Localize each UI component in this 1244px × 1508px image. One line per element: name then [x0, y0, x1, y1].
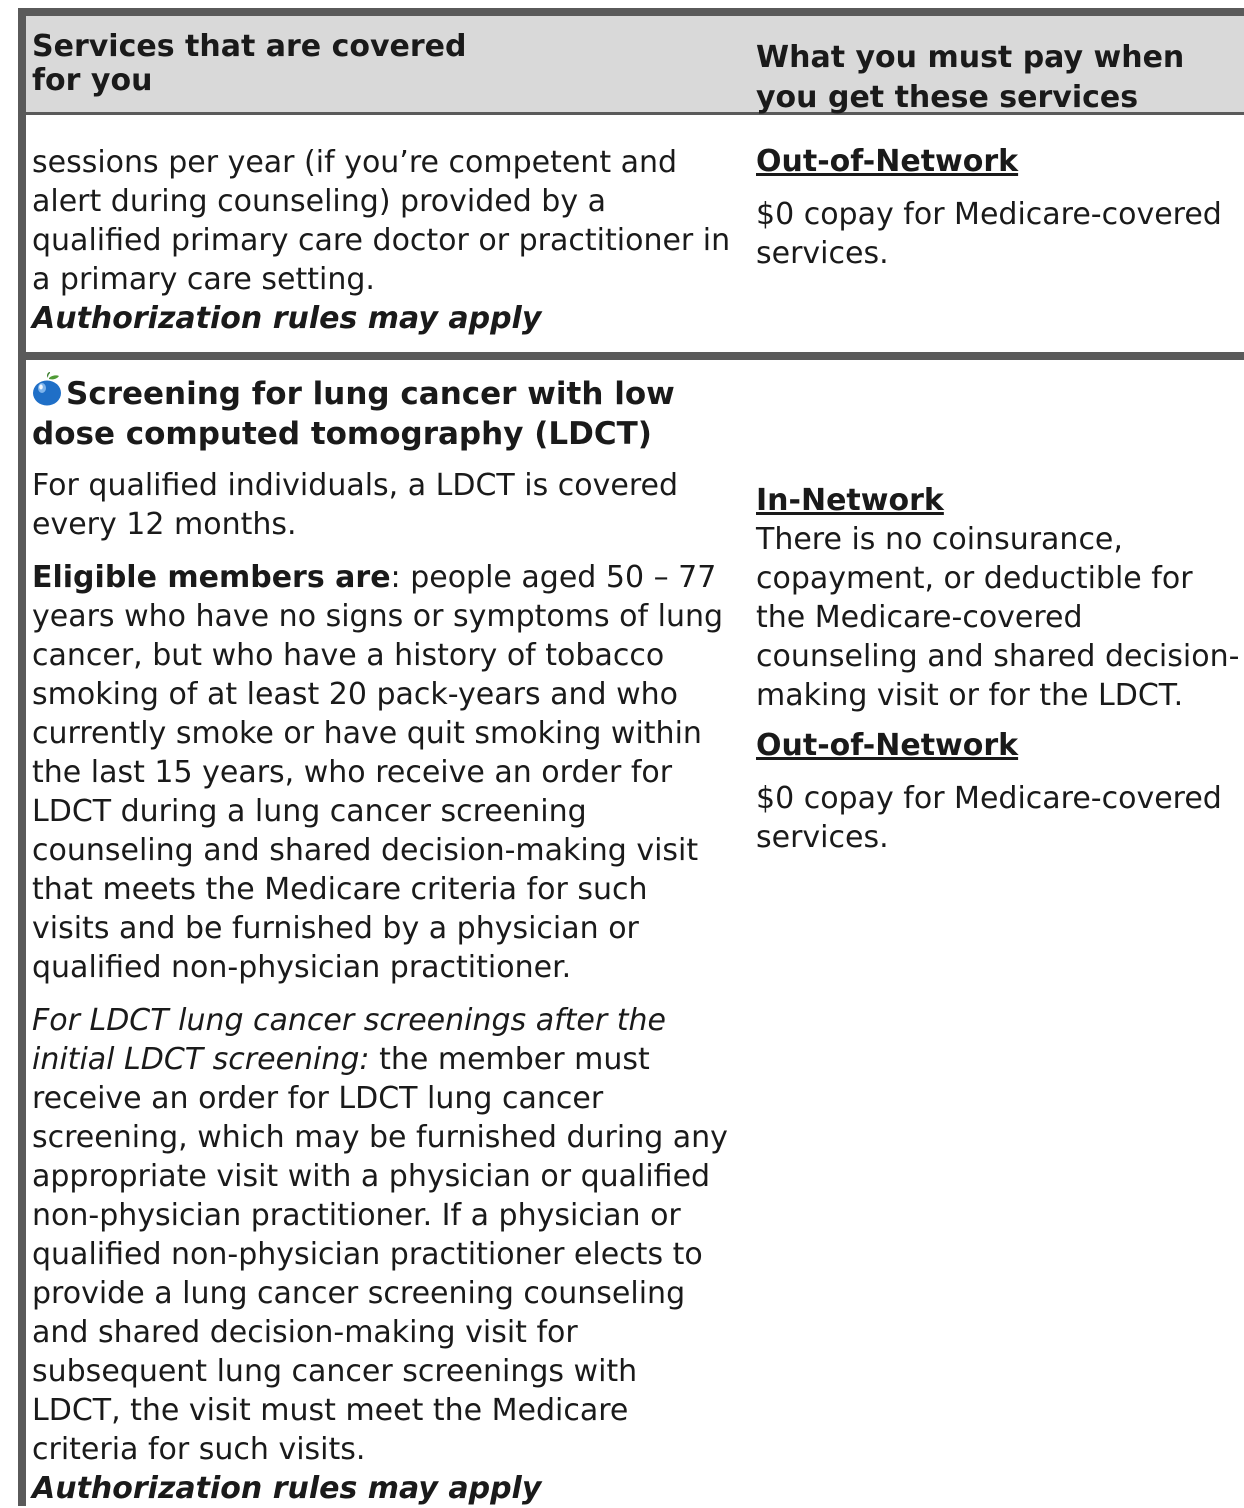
row1-description: sessions per year (if you’re competent and alert during counseling) provided by a qualified primary care doctor or practitioner in a primary care setting.	[32, 145, 731, 297]
benefits-table	[18, 8, 1244, 1506]
row1-services-cell	[32, 143, 732, 338]
eligibility-text: : people aged 50 – 77 years who have no signs or symptoms of lung cancer, but who have a history of tobacco smoking of at least 20 pack-years and who currently smoke or have quit smoking within the last 15 years, who receive an order for LDCT during a lung cancer screening counseling and shared decision-making visit that meets the Medicare criteria for such visits and be furnished by a physician or qualified non-physician practitioner.	[32, 560, 724, 985]
table-header	[26, 16, 1244, 115]
in-network-text: There is no coinsurance, copayment, or deductible for the Medicare-covered counseling and shared decision-making visit or for the LDCT.	[756, 522, 1240, 713]
row1-cost-cell	[756, 143, 1244, 273]
subsequent-screening-paragraph	[32, 1001, 732, 1469]
in-network-heading: In-Network	[756, 483, 944, 518]
header-services-covered: Services that are covered for you	[32, 29, 467, 98]
header-what-you-pay: What you must pay when you get these services	[756, 40, 1185, 115]
row2-services-cell	[32, 372, 732, 1508]
row-divider	[26, 352, 1244, 360]
row2-authorization-note: Authorization rules may apply	[32, 1471, 542, 1506]
out-of-network-text: $0 copay for Medicare-covered services.	[756, 781, 1222, 855]
row1-out-of-network-heading: Out-of-Network	[756, 144, 1019, 179]
service-title	[32, 372, 732, 454]
table-row	[26, 115, 1244, 352]
eligibility-paragraph	[32, 558, 732, 987]
service-title-text: Screening for lung cancer with low dose computed tomography (LDCT)	[32, 376, 675, 452]
row2-cost-cell	[756, 482, 1244, 857]
coverage-frequency: For qualified individuals, a LDCT is covered every 12 months.	[32, 468, 679, 542]
apple-icon	[32, 372, 62, 406]
row1-authorization-note: Authorization rules may apply	[32, 301, 542, 336]
subsequent-screening-text: the member must receive an order for LDCT lung cancer screening, which may be furnished during any appropriate visit with a physician or qualified non-physician practitioner. If a physician or qualified non-physician practitioner elects to provide a lung cancer screening counseling and shared decision-making visit for subsequent lung cancer screenings with LDCT, the visit must meet the Medicare criteria for such visits.	[32, 1042, 728, 1467]
subsequent-screening-label: For LDCT lung cancer screenings after the initial LDCT screening:	[32, 1003, 666, 1077]
out-of-network-heading: Out-of-Network	[756, 728, 1019, 763]
row1-out-of-network-text: $0 copay for Medicare-covered services.	[756, 197, 1222, 271]
eligibility-label: Eligible members are	[32, 560, 391, 595]
